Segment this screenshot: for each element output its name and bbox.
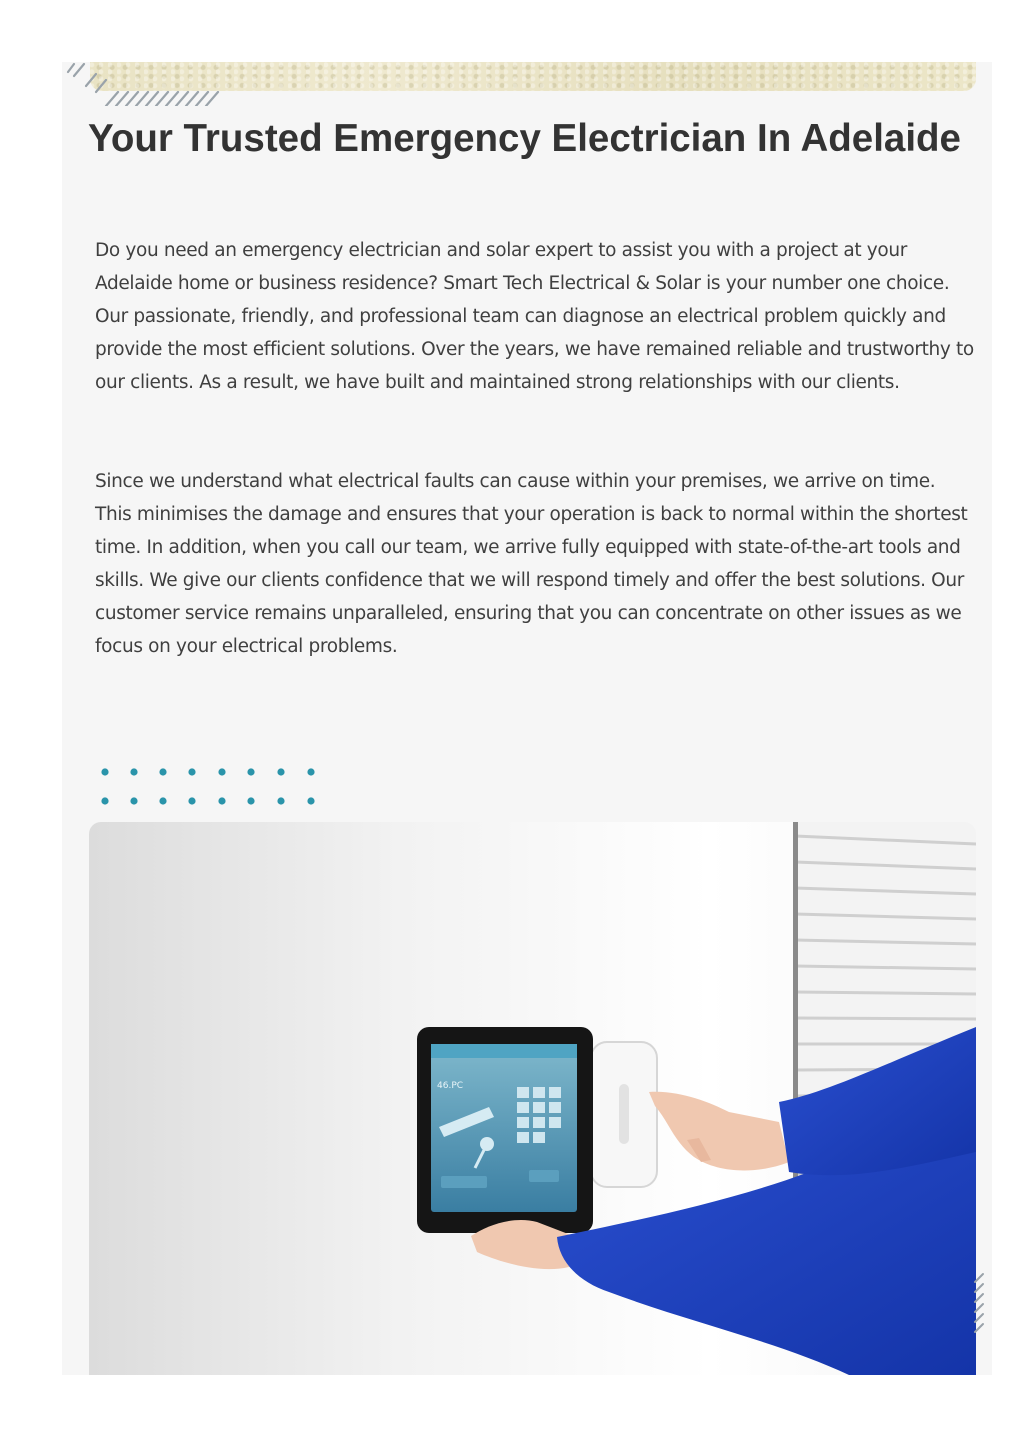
smart-home-tablet-photo [89,822,976,1375]
tablet-readout: 46.PC [437,1081,464,1091]
section-heading: Your Trusted Emergency Electrician In Adelaide [88,117,961,160]
diagonal-stripes-decoration-corner [973,1272,987,1336]
intro-paragraph: Do you need an emergency electrician and solar expert to assist you with a project at your Adelaide home or business residence? Smart Tech Electrical & Solar is your number one choice. Our passionate, friendly, and professional team can diagnose an electrical problem quickly and provide the most efficient solutions. Over the years, we have remained reliable and trustworthy to our clients. As a result, we have built and maintained strong relationships with our clients. [95,240,974,393]
service-paragraph: Since we understand what electrical faults can cause within your premises, we arrive on time. This minimises the damage and ensures that your operation is back to normal within the shortest time. In addition, when you call our team, we arrive fully equipped with state-of-the-art tools and skills. We give our clients confidence that we will respond timely and offer the best solutions. Our customer service remains unparalleled, ensuring that you can concentrate on other issues as we focus on your electrical problems. [95,471,968,657]
diagonal-stripes-decoration [66,62,226,106]
dot-grid-decoration [98,764,328,810]
